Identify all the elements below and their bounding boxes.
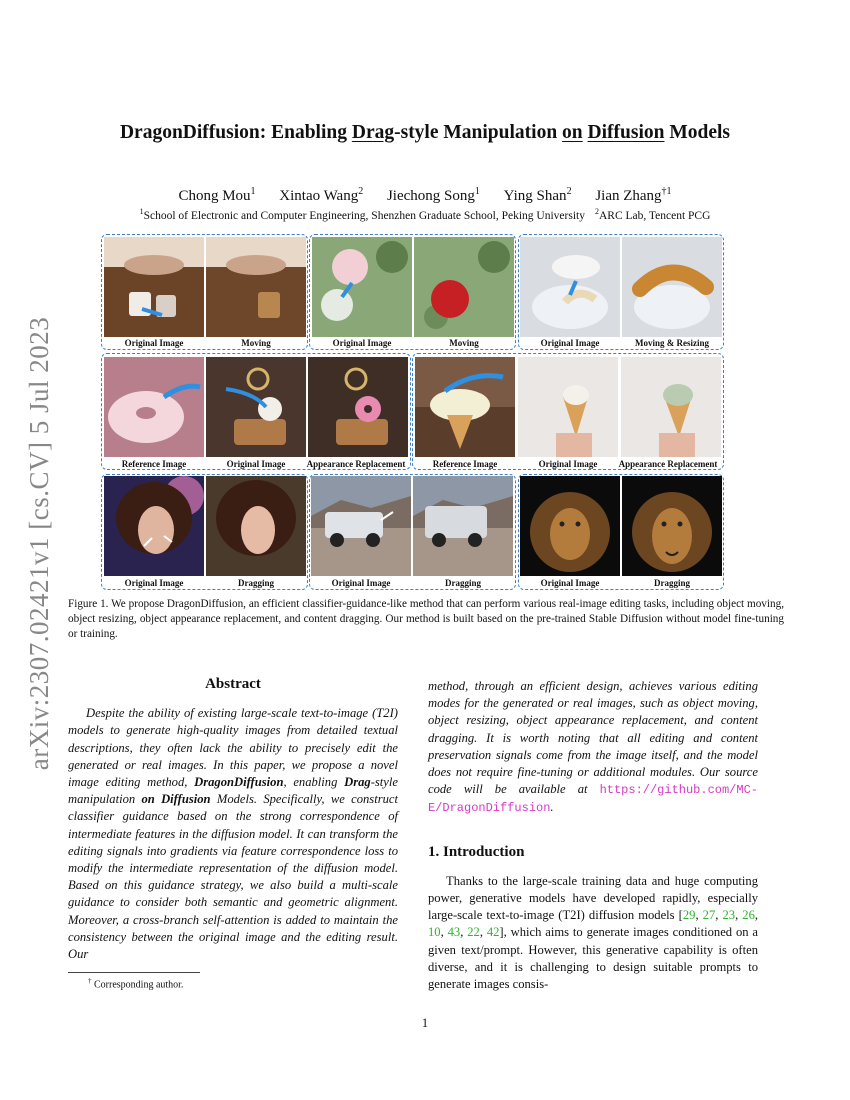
citation-link[interactable]: 23: [722, 908, 736, 923]
photo-cup-original: [104, 237, 204, 337]
introduction-text: Thanks to the large-scale training data and huge computing power, generative models have developed rapidly, especially large-scale text-to-image (T2I) diffusion models [29, 27, 23, 26, 10, 43, 22, 42], which aims to generate images conditioned on a given text/prompt. However, this generative capability is often diverse, and it is challenging to design suitable prompts to generate images consis-: [428, 873, 759, 992]
image-caption: Dragging: [654, 578, 690, 588]
image-caption: Appearance Replacement: [306, 459, 406, 469]
image-caption: Original Image: [540, 578, 600, 588]
photo-car-original: [311, 476, 411, 576]
image-caption: Dragging: [445, 578, 481, 588]
photo-lion-original: [520, 476, 620, 576]
abstract-heading: Abstract: [205, 676, 261, 692]
citation-link[interactable]: 29: [682, 908, 696, 923]
footnote-rule: [68, 972, 200, 973]
photo-lion-dragged: [622, 476, 722, 576]
citation-link[interactable]: 10: [428, 925, 441, 940]
footnote: † Corresponding author.: [88, 977, 184, 991]
photo-icecream-replaced: [621, 357, 721, 457]
left-column: [68, 676, 398, 963]
introduction-heading: 1. Introduction: [428, 843, 525, 860]
photo-car-dragged: [413, 476, 513, 576]
citation-link[interactable]: 43: [447, 925, 461, 940]
page-number: 1: [421, 1016, 429, 1030]
figure-caption: Figure 1. We propose DragonDiffusion, an efficient classifier-guidance-like method that can perform various real-image editing tasks, including object moving, object resizing, object appearance replacement, and content dragging. Our method is built based on the pre-trained Stable Diffusion without model fine-tuning or training.: [68, 598, 784, 641]
image-caption: Original Image: [124, 578, 184, 588]
author: Ying Shan$^2$: [503, 186, 572, 204]
photo-woman-dragged: [206, 476, 306, 576]
image-caption: Original Image: [226, 459, 286, 469]
right-column: [428, 678, 758, 993]
author: Xintao Wang$^2$: [279, 186, 364, 204]
arxiv-stamp: arXiv:2307.02421v1 [cs.CV] 5 Jul 2023: [24, 316, 55, 770]
photo-apple-moved: [414, 237, 514, 337]
image-caption: Moving & Resizing: [635, 338, 709, 348]
image-caption: Moving: [241, 338, 271, 348]
photo-croissant-original: [520, 237, 620, 337]
author: Jian Zhang$^{\dagger 1}$: [595, 186, 672, 204]
image-caption: Original Image: [538, 459, 598, 469]
photo-croissant-resized: [622, 237, 722, 337]
citation-link[interactable]: 26: [742, 908, 755, 923]
photo-icecream-reference: [415, 357, 515, 457]
abstract-continuation: method, through an efficient design, achieves various editing modes for the generated or real images, such as object moving, object resizing, object appearance replacement, and content dragging. It is worth noting that all editing and content preservation signals come from the image itself, and the model does not require fine-tuning or additional modules. Our source code will be available at https://github.com/MC-E/DragonDiffusion.: [428, 679, 758, 816]
image-caption: Original Image: [124, 338, 184, 348]
photo-icecream-original: [518, 357, 618, 457]
image-caption: Moving: [449, 338, 479, 348]
photo-donut-reference: [104, 357, 204, 457]
photo-keychain-replaced: [308, 357, 408, 457]
image-caption: Reference Image: [432, 459, 498, 469]
image-caption: Original Image: [540, 338, 600, 348]
citation-link[interactable]: 42: [486, 925, 500, 940]
citation-link[interactable]: 27: [702, 908, 716, 923]
photo-cup-moved: [206, 237, 306, 337]
abstract-text: Despite the ability of existing large-scale text-to-image (T2I) models to generate high-quality images from detailed textual descriptions, they often lack the ability to precisely edit the generated or real images. In this paper, we propose a novel image editing method, DragonDiffusion, enabling Drag-style manipulation on Diffusion Models. Specifically, we construct classifier guidance based on the strong correspondence of intermediate features in the diffusion model. It can transform the editing signals into gradients via feature correspondence loss to modify the intermediate representation of the diffusion model. Based on this guidance strategy, we also build a multi-scale guidance to consider both semantic and geometric alignment. Moreover, a cross-branch self-attention is added to maintain the consistency between the original image and the editing result. Our: [68, 706, 398, 962]
image-caption: Reference Image: [121, 459, 187, 469]
source-code-link[interactable]: https://github.com/MC-E/DragonDiffusion: [428, 783, 758, 816]
photo-keychain-original: [206, 357, 306, 457]
author: Jiechong Song$^1$: [386, 186, 480, 204]
image-caption: Dragging: [238, 578, 274, 588]
author: Chong Mou$^1$: [178, 186, 256, 204]
image-caption: Original Image: [331, 578, 391, 588]
affiliations: $^1$School of Electronic and Computer Engineering, Shenzhen Graduate School, Peking University $^2$ARC Lab, Tencent PCG: [139, 207, 711, 222]
image-caption: Original Image: [332, 338, 392, 348]
paper-title: DragonDiffusion: Enabling Drag-style Manipulation on Diffusion Models: [119, 122, 731, 143]
image-caption: Appearance Replacement: [618, 459, 718, 469]
photo-apple-original: [312, 237, 412, 337]
photo-woman-original: [104, 476, 204, 576]
citation-link[interactable]: 22: [467, 925, 480, 940]
